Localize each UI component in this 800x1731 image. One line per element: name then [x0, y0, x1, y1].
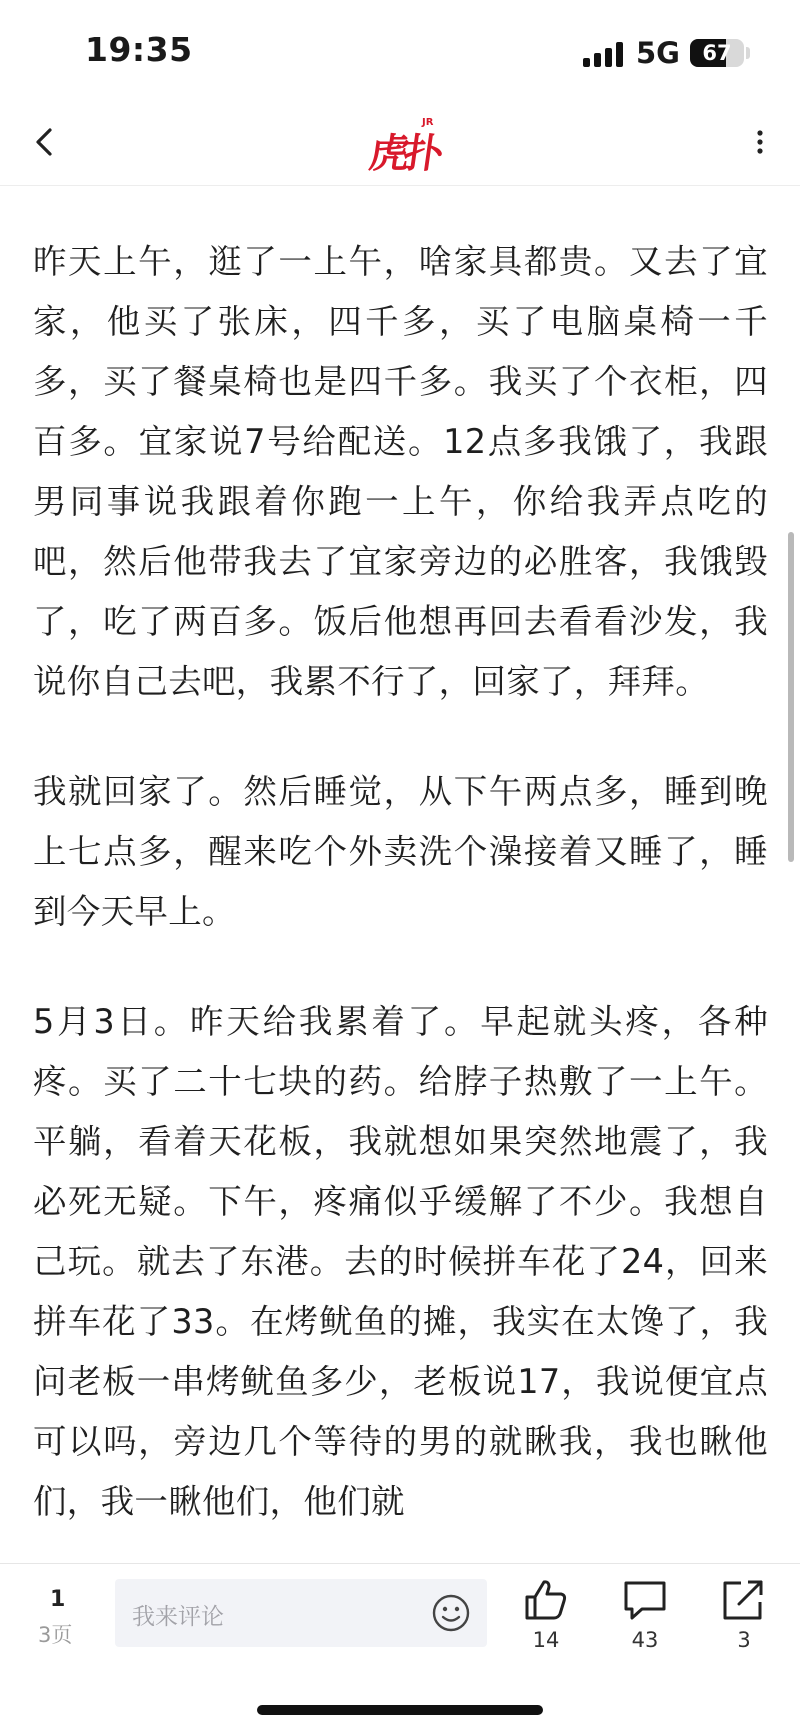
home-indicator	[257, 1705, 543, 1715]
status-bar	[0, 0, 800, 100]
like-button[interactable]	[516, 1578, 576, 1658]
comment-input[interactable]	[115, 1579, 487, 1647]
page-current[interactable]: 1	[50, 1587, 66, 1612]
post-paragraph: 我就回家了。然后睡觉，从下午两点多，睡到晚上七点多，醒来吃个外卖洗个澡接着又睡了，睡到今天早上。	[33, 772, 768, 931]
post-paragraph: 昨天上午，逛了一上午，啥家具都贵。又去了宜家，他买了张床，四千多，买了电脑桌椅一千多，买了餐桌椅也是四千多。我买了个衣柜，四百多。宜家说7号给配送。12点多我饿了，我跟男同事说我跟着你跑一上午，你给我弄点吃的吧，然后他带我去了宜家旁边的必胜客，我饿毁了，吃了两百多。饭后他想再回去看看沙发，我说你自己去吧，我累不行了，回家了，拜拜。	[33, 242, 768, 701]
smiley-face-icon[interactable]	[431, 1593, 471, 1633]
battery-icon	[690, 39, 744, 67]
like-count: 14	[532, 1628, 560, 1652]
scrollbar[interactable]	[788, 532, 794, 862]
battery-cap	[746, 47, 750, 59]
comment-count: 43	[631, 1628, 659, 1652]
post-paragraph: 5月3日。昨天给我累着了。早起就头疼，各种疼。买了二十七块的药。给脖子热敷了一上午。平躺，看着天花板，我就想如果突然地震了，我必死无疑。下午，疼痛似乎缓解了不少。我想自己玩。就去了东港。去的时候拼车花了24，回来拼车花了33。在烤鱿鱼的摊，我实在太馋了，我问老板一串烤鱿鱼多少，老板说17，我说便宜点可以吗，旁边几个等待的男的就瞅我，我也瞅他们，我一瞅他们，他们就	[33, 1002, 768, 1521]
network-type: 5G	[636, 36, 680, 70]
chat-bubble-icon	[622, 1578, 668, 1622]
page-total[interactable]: 3页	[38, 1623, 73, 1647]
signal-icon	[583, 41, 625, 67]
bottom-bar	[0, 1563, 800, 1731]
nav-bar	[0, 100, 800, 186]
comment-button[interactable]	[615, 1578, 675, 1658]
thumbs-up-icon	[523, 1578, 569, 1622]
post-content	[33, 232, 768, 1562]
more-options-button[interactable]	[742, 120, 778, 164]
status-time: 19:35	[85, 30, 193, 69]
share-count: 3	[737, 1628, 751, 1652]
logo-sub-text: JR	[422, 117, 434, 128]
share-icon	[721, 1578, 767, 1622]
chevron-left-icon	[22, 120, 66, 164]
logo-main-text: 虎扑	[366, 131, 441, 177]
comment-placeholder: 我来评论	[132, 1604, 224, 1630]
vertical-ellipsis-icon	[742, 120, 778, 164]
battery-percent: 67	[702, 41, 732, 65]
share-button[interactable]	[714, 1578, 774, 1658]
back-button[interactable]	[22, 120, 66, 164]
hupu-logo	[366, 114, 441, 177]
